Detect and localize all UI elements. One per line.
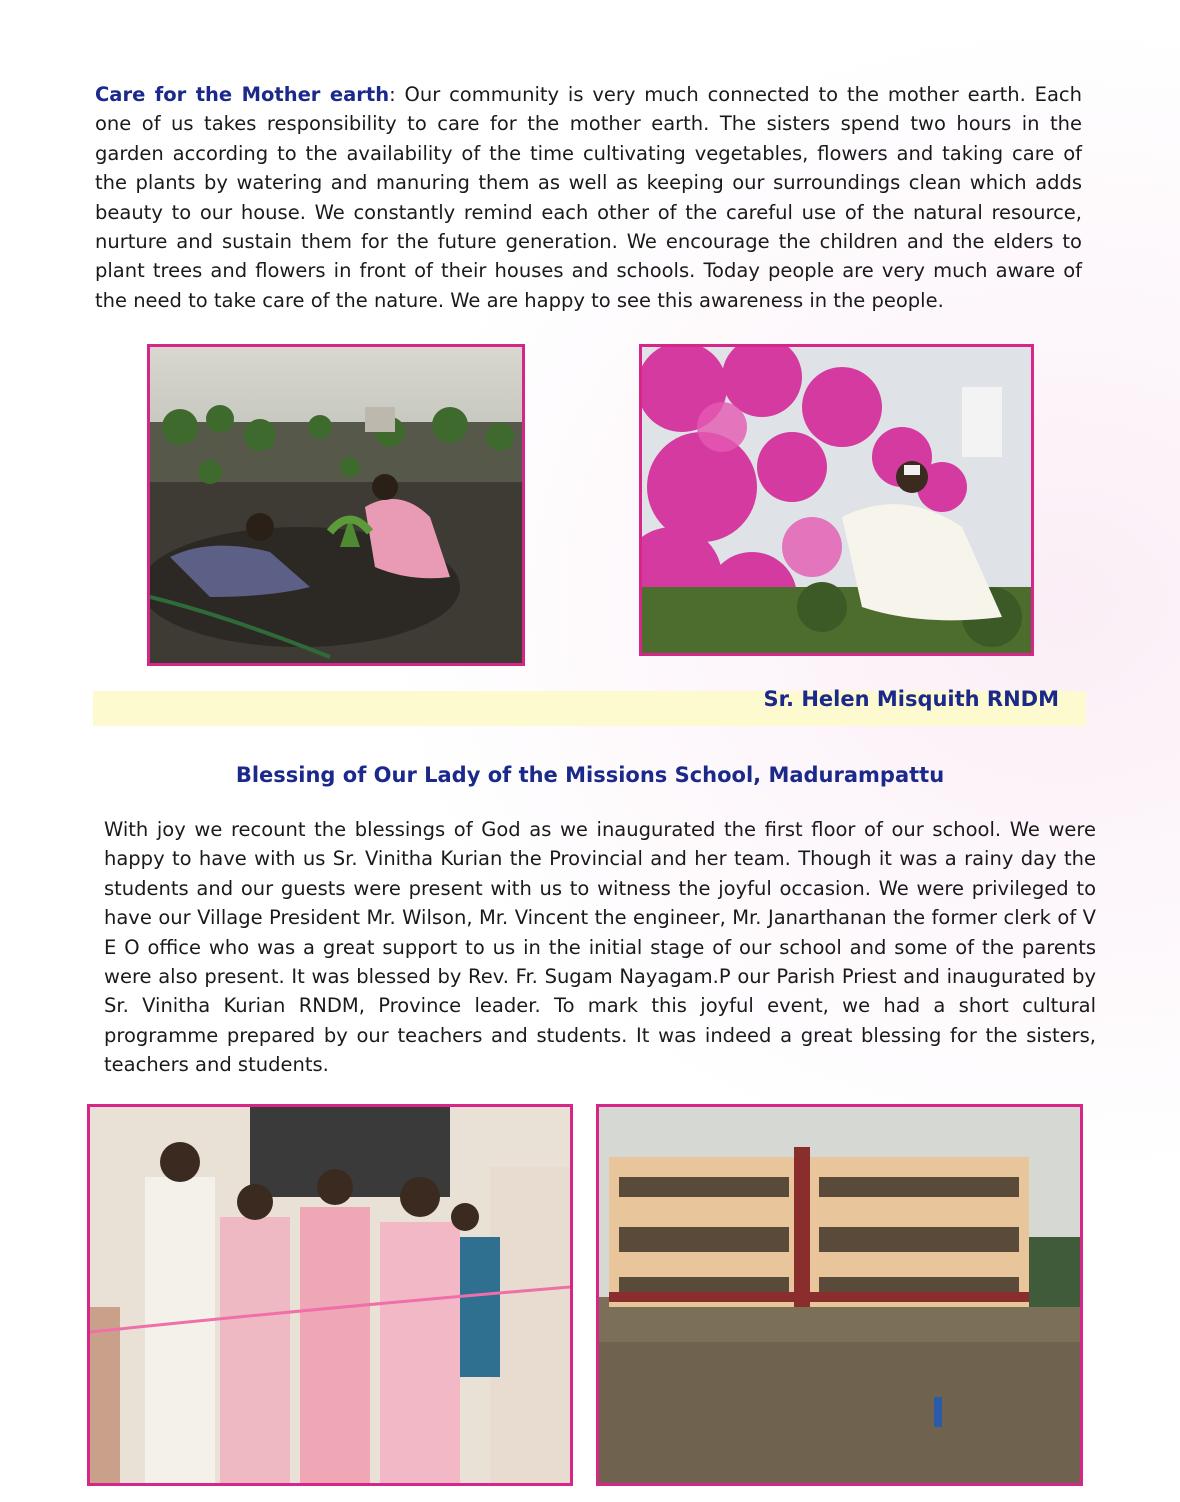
photo-bougainvillea-garden [639,344,1034,656]
author-signature: Sr. Helen Misquith RNDM [763,687,1059,711]
care-heading: Care for the Mother earth [95,83,390,106]
blessing-paragraph: With joy we recount the blessings of God as we inaugurated the first floor of our school. We were happy to have with us Sr. Vinitha Kurian the Provincial and her team. Though it was a rainy day the students and our guests were present with us to witness the joyful occasion. We were privileged to have our Village President Mr. Wilson, Mr. Vincent the engineer, Mr. Janarthanan the former clerk of V E O office who was a great support to us in the initial stage of our school and some of the parents were also present. It was blessed by Rev. Fr. Sugam Nayagam.P our Parish Priest and inaugurated by Sr. Vinitha Kurian RNDM, Province leader. To mark this joyful event, we had a short cultural programme prepared by our teachers and students. It was indeed a great blessing for the sisters, teachers and students. [104,818,1096,1077]
photo-school-building [596,1104,1083,1486]
signature-band [93,687,1086,726]
photo-planting-sapling [147,344,525,666]
section-heading: Blessing of Our Lady of the Missions School, Madurampattu [235,763,945,787]
photo-ribbon-cutting [87,1104,573,1486]
care-body: : Our community is very much connected to the mother earth. Each one of us takes responsibility to care for the mother earth. The sisters spend two hours in the garden according to the availability of the time cultivating vegetables, flowers and taking care of the plants by watering and manuring them as well as keeping our surroundings clean which adds beauty to our house. We constantly remind each other of the careful use of the natural resource, nurture and sustain them for the future generation. We encourage the children and the elders to plant trees and flowers in front of their houses and schools. Today people are very much aware of the need to take care of the nature. We are happy to see this awareness in the people. [95,83,1082,312]
care-paragraph [95,80,1082,315]
